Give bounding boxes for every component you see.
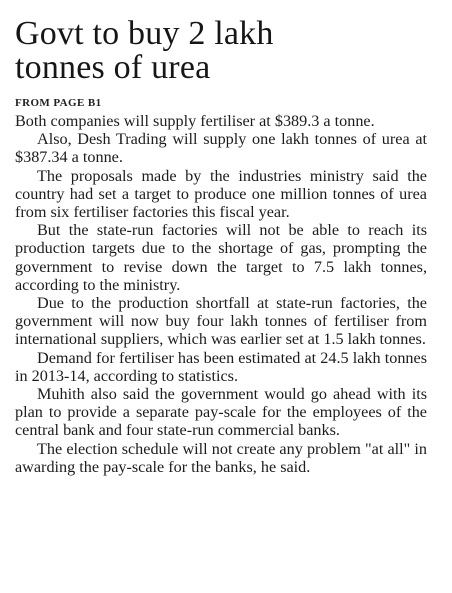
paragraph-4: But the state-run factories will not be able to reach its production targets due to the shortage of gas, prompting the government to revise down the target to 7.5 lakh tonnes, according to the ministry. [15,221,427,294]
paragraph-3: The proposals made by the industries ministry said the country had set a target to produce one million tonnes of urea from six fertiliser factories this fiscal year. [15,166,427,222]
paragraph-5: Due to the production shortfall at state-run factories, the government will now buy four lakh tonnes of fertiliser from international suppliers, which was earlier set at 1.5 lakh tonnes. [15,294,427,349]
paragraph-8: The election schedule will not create any problem "at all" in awarding the pay-scale for the banks, he said. [15,439,427,476]
paragraph-2: Also, Desh Trading will supply one lakh tonnes of urea at $387.34 a tonne. [15,130,427,167]
news-article [15,0,427,593]
headline-line-2: tonnes of urea [15,49,211,86]
headline [15,17,427,85]
paragraph-6: Demand for fertiliser has been estimated at 24.5 lakh tonnes in 2013-14, according to statistics. [15,348,427,385]
paragraph-1: Both companies will supply fertiliser at $389.3 a tonne. [15,112,375,130]
paragraph-7: Muhith also said the government would go ahead with its plan to provide a separate pay-scale for the employees of the central bank and four state-run commercial banks. [15,385,427,440]
headline-line-1: Govt to buy 2 lakh [15,15,274,52]
continuation-kicker: FROM PAGE B1 [15,97,102,109]
article-body [15,112,427,476]
